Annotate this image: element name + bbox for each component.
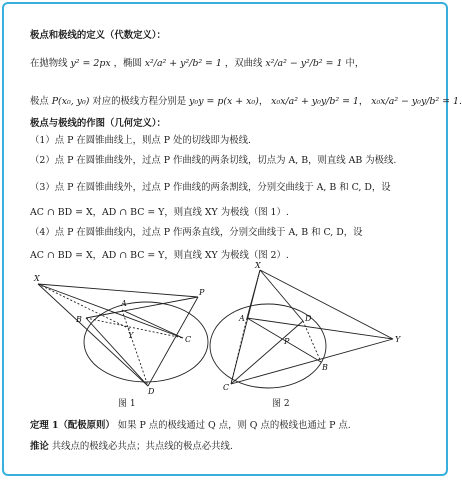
theorem-1 xyxy=(30,420,351,432)
parabola-equation: y² = 2px xyxy=(70,58,111,69)
item-3-continued: AC ∩ BD = X，AD ∩ BC = Y，则直线 XY 为极线（图 1）. xyxy=(30,207,289,218)
item-3: （3）点 P 在圆锥曲线外，过点 P 作曲线的两条割线，分别交曲线于 A, B 和 C, D，设 xyxy=(30,182,391,193)
fig1-label-p: P xyxy=(199,288,205,297)
fig2-label-b: B xyxy=(322,363,328,372)
fig2-label-x: X xyxy=(255,261,261,270)
item-2: （2）点 P 在圆锥曲线外，过点 P 作曲线的两条切线，切点为 A, B，则直线 AB 为极线. xyxy=(30,155,397,166)
conics-statement xyxy=(30,58,364,70)
fig1-label-c: C xyxy=(185,335,192,344)
item-4: （4）点 P 在圆锥曲线内，过点 P 作两条直线，分别交曲线于 A, B 和 C, D，设 xyxy=(30,227,363,238)
corollary-text: 共线点的极线必共点；共点线的极点必共线. xyxy=(51,441,233,452)
corollary-title: 推论 xyxy=(30,441,49,452)
fig2-label-y: Y xyxy=(395,335,401,344)
fig1-label-y: Y xyxy=(128,331,134,340)
fig2-label-a: A xyxy=(239,314,245,323)
fig1-label-x: X xyxy=(34,274,40,283)
polar-mid-text: 对应的极线方程分别是 xyxy=(92,96,187,107)
fig1-label-d: D xyxy=(148,387,155,396)
heading-geometric-construction: 极点与极线的作图（几何定义）： xyxy=(30,118,166,129)
polar-equation-parabola: y₀y = p(x + x₀) xyxy=(189,96,259,107)
ellipse-equation: x²/a² + y²/b² = 1 xyxy=(144,58,222,69)
fig2-label-p: P xyxy=(284,337,290,346)
conics-suffix: 中， xyxy=(345,58,365,69)
theorem-title: 定理 1（配极原则） xyxy=(30,420,115,431)
conics-prefix: 在抛物线 xyxy=(30,58,68,69)
fig2-label-d: D xyxy=(305,314,312,323)
corollary xyxy=(30,441,233,453)
hyperbola-label: ，双曲线 xyxy=(224,58,263,69)
polar-prefix: 极点 xyxy=(30,96,49,107)
hyperbola-equation: x²/a² − y²/b² = 1 xyxy=(265,58,343,69)
figure-2-caption: 图 2 xyxy=(272,399,290,409)
fig1-label-b: B xyxy=(76,315,82,324)
pole-point: P(x₀, y₀) xyxy=(51,96,90,107)
polar-equation-hyperbola: x₀x/a² − y₀y/b² = 1 xyxy=(371,96,459,107)
theorem-text: 如果 P 点的极线通过 Q 点，则 Q 点的极线也通过 P 点. xyxy=(117,420,351,431)
item-4-continued: AC ∩ BD = X，AD ∩ BC = Y，则直线 XY 为极线（图 2）. xyxy=(30,250,289,261)
heading-algebraic-definition: 极点和极线的定义（代数定义）： xyxy=(30,30,166,41)
item-1: （1）点 P 在圆锥曲线上，则点 P 处的切线即为极线. xyxy=(30,135,251,146)
content-frame xyxy=(2,2,448,476)
ellipse-label: ，椭圆 xyxy=(113,58,142,69)
fig1-label-a: A xyxy=(121,299,127,308)
figure-1-caption: 图 1 xyxy=(118,399,136,409)
polar-equation-ellipse: x₀x/a² + y₀y/b² = 1 xyxy=(271,96,359,107)
polar-equations: 极点 P(x₀, y₀) 对应的极线方程分别是 y₀y = p(x + x₀)， x₀x/a² + y₀y/b² = 1， x₀x/a² − y₀y/b² = 1. xyxy=(30,96,462,107)
fig2-label-c: C xyxy=(223,383,230,392)
